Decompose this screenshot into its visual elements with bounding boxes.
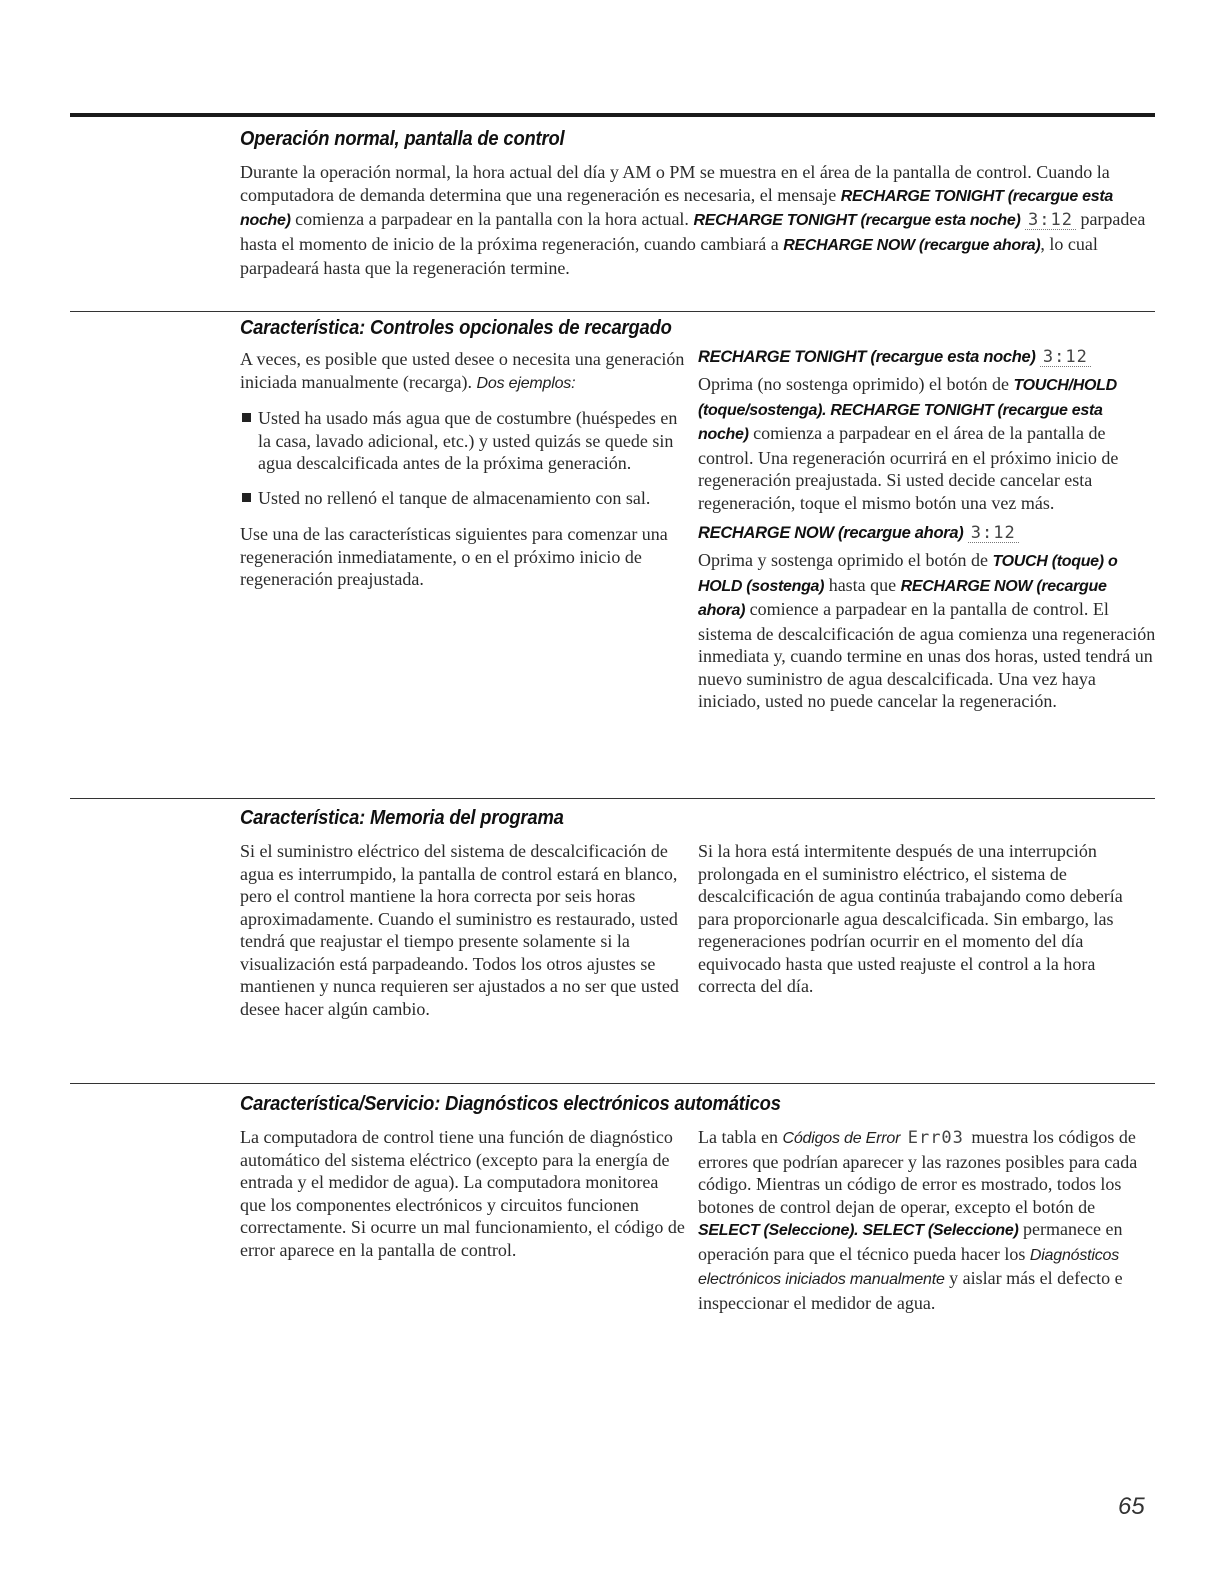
square-bullet-icon [242,493,251,502]
right-column [698,1126,1156,1314]
list-item-text: Usted ha usado más agua que de costumbre (huéspedes en la casa, lavado adicional, etc.) y usted quizás se quede sin agua descalcificada antes de la próxima generación. [258,408,678,473]
list-item-text: Usted no rellenó el tanque de almacenamiento con sal. [258,487,651,508]
text-run: La tabla en [698,1127,783,1147]
text-run: permanece en operación para que el técnico pueda hacer los [698,1219,1123,1264]
section-title: Característica: Memoria del programa [240,807,564,829]
page-number: 65 [1118,1493,1145,1520]
italic-run: Diagnósticos electrónicos iniciados manualmente [698,1246,1120,1288]
subheading-recharge-tonight [698,348,1156,367]
right-column [698,348,1156,713]
text-run: parpadea hasta el momento de inicio de la próxima regeneración, cuando cambiará a [240,209,1146,254]
text-run: hasta que [824,574,901,595]
section-title: Característica/Servicio: Diagnósticos electrónicos automáticos [240,1093,781,1115]
text-run: comienza a parpadear en el área de la pantalla de control. Una regeneración ocurrirá en el próximo inicio de regeneración preajustada. Si usted decide cancelar esta regeneración, toque el mismo botón una vez más. [698,423,1119,513]
lcd-display-icon: 3:12 [1040,348,1091,367]
keyword: SELECT (Seleccione). SELECT (Seleccione) [698,1222,1019,1239]
right-column [698,840,1156,998]
memory-paragraph-right: Si la hora está intermitente después de una interrupción prolongada en el suministro eléctrico, el sistema de descalcificación de agua continúa trabajando como debería para proporcionarle agua descalcificada. Sin embargo, las regeneraciones podrían ocurrir en el momento del día equivocado hasta que usted reajuste el control a la hora correcta del día. [698,841,1123,996]
left-column [240,840,685,1020]
keyword: TOUCH (toque) o HOLD (sostenga) [698,553,1118,595]
section-diagnostics [240,1093,1155,1356]
keyword: RECHARGE NOW (recargue ahora) [783,236,1041,254]
diagnostics-paragraph-left: La computadora de control tiene una función de diagnóstico automático del sistema eléctrico (excepto para la energía de entrada y el medidor de agua). La computadora monitorea que los componentes electrónicos y circuitos funcionen correctamente. Si ocurre un mal funcionamiento, el código de error aparece en la pantalla de control. [240,1127,685,1260]
keyword: RECHARGE TONIGHT (recargue esta noche) [693,212,1021,229]
recharge-tonight-paragraph [698,373,1156,514]
section-divider [70,798,1155,799]
left-column [240,1126,685,1261]
subheading-text: RECHARGE TONIGHT (recargue esta noche) [698,348,1036,366]
square-bullet-icon [242,413,251,422]
lcd-display-icon: 3:12 [968,524,1019,543]
text-run: Durante la operación normal, la hora actual del día y AM o PM se muestra en el área de la pantalla de control. Cuando la computadora de demanda determina que una regeneración es necesaria, el mensaje [240,162,1110,205]
section-program-memory [240,807,1155,1050]
lcd-display-icon: 3:12 [1025,211,1076,230]
section-paragraph [240,161,1150,280]
subheading-text: RECHARGE NOW (recargue ahora) [698,524,964,542]
recharge-now-paragraph [698,549,1156,713]
keyword: TOUCH/HOLD (toque/sostenga). RECHARGE TONIGHT (recargue esta noche) [698,377,1117,443]
section-recharge-controls [240,317,1155,738]
diagnostics-paragraph-right [698,1126,1156,1314]
intro-paragraph [240,348,685,395]
section-normal-operation [240,128,1155,280]
subheading-recharge-now [698,524,1156,543]
memory-paragraph-left: Si el suministro eléctrico del sistema de descalcificación de agua es interrumpido, la pantalla de control estará en blanco, pero el control mantiene la hora correcta por seis horas aproximadamente. Cuando el suministro es restaurado, usted tendrá que reajustar el tiempo presente solamente si la visualización está parpadeando. Todos los otros ajustes se mantienen y nunca requieren ser ajustados a no ser que usted desee hacer algún cambio. [240,841,679,1019]
list-item [240,407,685,475]
text-run: comienza a parpadear en la pantalla con la hora actual. [290,209,694,229]
closing-paragraph: Use una de las características siguientes para comenzar una regeneración inmediatamente, o en el próximo inicio de regeneración preajustada. [240,524,668,589]
italic-run: Códigos de Error [782,1130,901,1147]
text-run: muestra los códigos de errores que podrían aparecer y las razones posibles para cada código. Mientras un código de error es mostrado, todos los botones de control dejan de operar, excepto el botón de [698,1127,1138,1217]
text-run: comience a parpadear en la pantalla de control. El sistema de descalcificación de agua comienza una regeneración inmediata y, cuando termine en unas dos horas, usted tendrá un nuevo suministro de agua descalcificada. Una vez haya iniciado, usted no puede cancelar la regeneración. [698,599,1156,711]
list-item [240,487,685,510]
left-column [240,348,685,591]
italic-run: Dos ejemplos: [476,374,576,392]
text-run: Oprima (no sostenga oprimido) el botón de [698,374,1014,394]
text-run: A veces, es posible que usted desee o necesita una generación iniciada manualmente (recarga). [240,349,685,392]
section-divider [70,311,1155,312]
keyword: RECHARGE TONIGHT (recargue esta noche) [240,187,1113,229]
keyword: RECHARGE NOW (recargue ahora) [698,577,1107,619]
error-code-display-icon: Err03 [907,1128,964,1148]
section-title: Operación normal, pantalla de control [240,128,565,150]
section-divider [70,1083,1155,1084]
text-run: y aislar más el defecto e inspeccionar el medidor de agua. [698,1268,1123,1313]
text-run: , lo cual parpadeará hasta que la regeneración termine. [240,233,1098,278]
top-rule [70,113,1155,117]
text-run: Oprima y sostenga oprimido el botón de [698,550,993,570]
section-title: Característica: Controles opcionales de recargado [240,317,672,339]
